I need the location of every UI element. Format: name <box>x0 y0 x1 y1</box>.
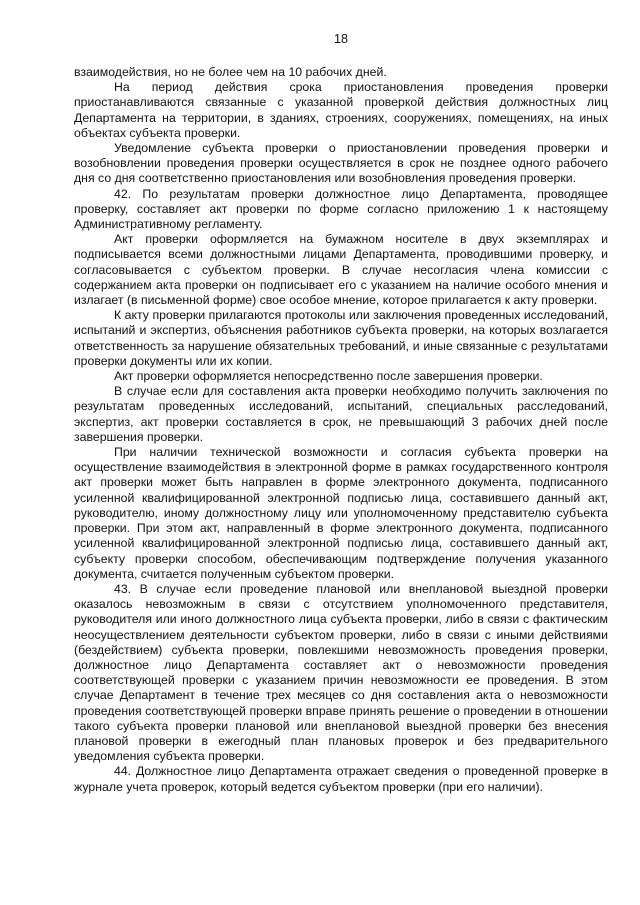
paragraph-clause-42: 42. По результатам проверки должностное лицо Департамента, проводящее проверку, составляет акт проверки по форме согласно приложению 1 к настоящему Административному регламенту. <box>74 186 608 232</box>
paragraph: В случае если для составления акта проверки необходимо получить заключения по результатам проведенных исследований, испытаний, специальных расследований, экспертиз, акт проверки составляется в срок, не превышающий 3 рабочих дней после завершения проверки. <box>74 384 608 444</box>
paragraph: На период действия срока приостановления проведения проверки приостанавливаются связанные с указанной проверкой действия должностных лиц Департамента на территории, в зданиях, строениях, сооружениях, помещениях, на иных объектах субъекта проверки. <box>74 80 608 140</box>
paragraph-clause-43: 43. В случае если проведение плановой или внеплановой выездной проверки оказалось невозможным в связи с отсутствием уполномоченного представителя, руководителя или иного должностного лица субъекта проверки, либо в связи с фактическим неосуществлением деятельности субъектом проверки, либо в связи с иными действиями (бездействием) субъекта проверки, повлекшими невозможность проведения проверки, должностное лицо Департамента составляет акт о невозможности проведения соответствующей проверки с указанием причин невозможности ее проведения. В этом случае Департамент в течение трех месяцев со дня составления акта о невозможности проведения соответствующей проверки вправе принять решение о проведении в отношении такого субъекта проверки плановой или внеплановой выездной проверки без внесения плановой проверки в ежегодный план плановых проверок и без предварительного уведомления субъекта проверки. <box>74 581 608 764</box>
paragraph-clause-44: 44. Должностное лицо Департамента отражает сведения о проведенной проверке в журнале учета проверок, который ведется субъектом проверки (при его наличии). <box>74 764 608 794</box>
document-body <box>74 65 608 795</box>
paragraph: При наличии технической возможности и согласия субъекта проверки на осуществление взаимодействия в электронной форме в рамках государственного контроля акт проверки может быть направлен в форме электронного документа, подписанного усиленной квалифицированной электронной подписью лица, составившего данный акт, руководителю, иному должностному лицу или уполномоченному представителю субъекта проверки. При этом акт, направленный в форме электронного документа, подписанного усиленной квалифицированной электронной подписью лица, составившего данный акт, субъекту проверки способом, обеспечивающим подтверждение получения указанного документа, считается полученным субъектом проверки. <box>74 445 608 581</box>
paragraph: Акт проверки оформляется на бумажном носителе в двух экземплярах и подписывается всеми должностными лицами Департамента, проводившими проверку, и согласовывается с субъектом проверки. В случае несогласия члена комиссии с содержанием акта проверки он подписывает его с указанием на наличие особого мнения и излагает (в письменной форме) свое особое мнение, которое прилагается к акту проверки. <box>74 232 608 308</box>
paragraph: Акт проверки оформляется непосредственно после завершения проверки. <box>114 369 543 384</box>
paragraph: К акту проверки прилагаются протоколы или заключения проведенных исследований, испытаний и экспертиз, объяснения работников субъекта проверки, на которых возлагается ответственность за нарушение обязательных требований, и иные связанные с результатами проверки документы или их копии. <box>74 308 608 368</box>
paragraph: взаимодействия, но не более чем на 10 рабочих дней. <box>74 65 387 79</box>
paragraph: Уведомление субъекта проверки о приостановлении проведения проверки и возобновлении проведения проверки осуществляется в срок не позднее одного рабочего дня со дня соответственно приостановления или возобновления проведения проверки. <box>74 141 608 186</box>
page-number: 18 <box>334 32 348 46</box>
